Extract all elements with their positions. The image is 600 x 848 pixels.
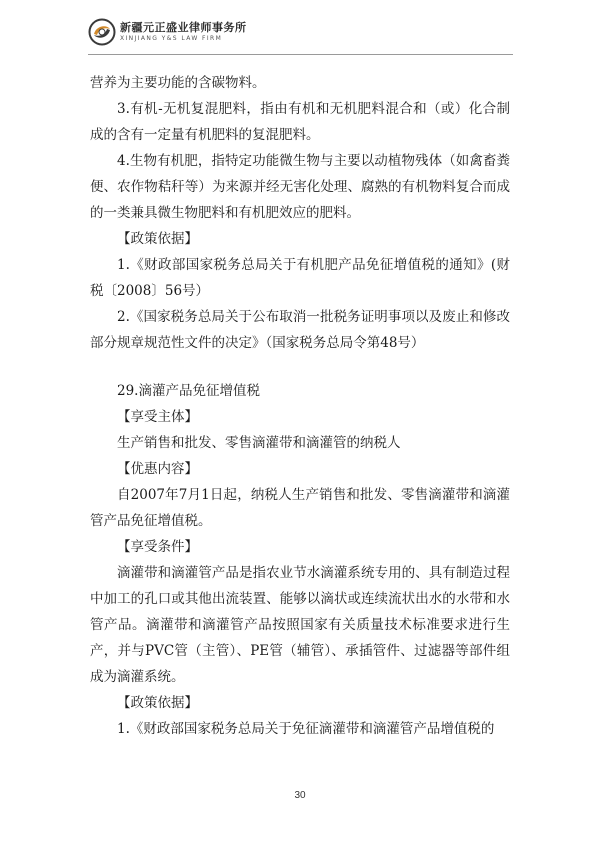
section-heading-policy-basis: 【政策依据】 bbox=[117, 231, 198, 247]
paragraph: 4.生物有机肥，指特定功能微生物与主要以动植物残体（如禽畜粪便、农作物秸秆等）为来源并经无害化处理、腐熟的有机物料复合而成的一类兼具微生物肥料和有机肥效应的肥料。 bbox=[90, 153, 510, 221]
paragraph: 生产销售和批发、零售滴灌带和滴灌管的纳税人 bbox=[117, 435, 401, 451]
header-divider bbox=[88, 54, 513, 55]
page-number: 30 bbox=[294, 790, 306, 801]
paragraph: 自2007年7月1日起，纳税人生产销售和批发、零售滴灌带和滴灌管产品免征增值税。 bbox=[90, 487, 510, 529]
section-heading-benefit: 【优惠内容】 bbox=[117, 461, 198, 477]
paragraph: 3.有机-无机复混肥料，指由有机和无机肥料混合和（或）化合制成的含有一定量有机肥料的复混肥料。 bbox=[90, 101, 510, 143]
page-header bbox=[88, 16, 518, 52]
section-heading-conditions: 【享受条件】 bbox=[117, 539, 198, 555]
firm-name-cn: 新疆元正盛业律师事务所 bbox=[120, 21, 247, 34]
document-body bbox=[90, 70, 510, 742]
firm-name-en: XINJIANG Y&S LAW FIRM bbox=[120, 35, 223, 42]
paragraph: 滴灌带和滴灌管产品是指农业节水滴灌系统专用的、具有制造过程中加工的孔口或其他出流装置、能够以滴状或连续流状出水的水带和水管产品。滴灌带和滴灌管产品按照国家有关质量技术标准要求进行生产，并与PVC管（主管）、PE管（辅管）、承插管件、过滤器等部件组成为滴灌系统。 bbox=[90, 565, 510, 685]
ys-swirl-logo-icon bbox=[88, 18, 116, 46]
policy-citation: 2.《国家税务总局关于公布取消一批税务证明事项以及废止和修改部分规章规范性文件的决定》（国家税务总局令第48号） bbox=[90, 309, 510, 351]
section-heading-policy-basis: 【政策依据】 bbox=[117, 695, 198, 711]
policy-citation: 1.《财政部国家税务总局关于免征滴灌带和滴灌管产品增值税的 bbox=[117, 721, 495, 737]
spacer bbox=[90, 356, 510, 378]
paragraph: 营养为主要功能的含碳物料。 bbox=[90, 75, 266, 91]
policy-citation: 1.《财政部国家税务总局关于有机肥产品免征增值税的通知》(财税〔2008〕56号） bbox=[90, 257, 510, 299]
item-title: 29.滴灌产品免征增值税 bbox=[117, 383, 260, 399]
section-heading-eligible-subject: 【享受主体】 bbox=[117, 409, 198, 425]
